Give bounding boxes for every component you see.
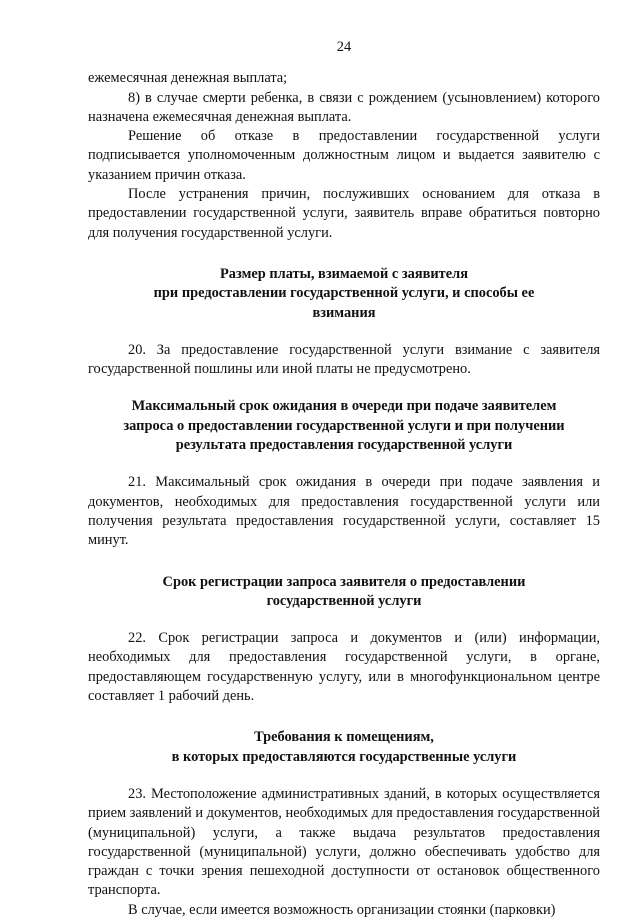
after-elimination-paragraph: После устранения причин, послуживших основанием для отказа в предоставлении государственной услуги, заявитель вправе обратиться повторно для получения государственной услуги. — [88, 186, 600, 241]
item-8: 8) в случае смерти ребенка, в связи с рождением (усыновлением) которого назначена ежемесячная денежная выплата. — [88, 89, 600, 125]
heading-registration — [88, 573, 600, 612]
paragraph-21: 21. Максимальный срок ожидания в очереди при подаче заявления и документов, необходимых для предоставления государственной услуги или получения результата предоставления государственной услуги, составляет 15 минут. — [88, 474, 600, 549]
heading-premises — [88, 728, 600, 767]
refusal-decision-paragraph: Решение об отказе в предоставлении государственной услуги подписывается уполномоченным должностным лицом и выдается заявителю с указанием причин отказа. — [88, 128, 600, 183]
heading-wait-line-3: результата предоставления государственной услуги — [175, 437, 513, 454]
heading-premises-line-2: в которых предоставляются государственные услуги — [171, 748, 517, 765]
paragraph-20: 20. За предоставление государственной услуги взимание с заявителя государственной пошлины или иной платы не предусмотрено. — [88, 341, 600, 378]
heading-fee — [88, 265, 600, 323]
heading-wait-time — [88, 397, 600, 455]
heading-fee-line-3: взимания — [312, 304, 376, 321]
paragraph-parking: В случае, если имеется возможность организации стоянки (парковки) — [128, 901, 556, 918]
heading-wait-line-2: запроса о предоставлении государственной услуги и при получении — [123, 417, 565, 434]
continued-line: ежемесячная денежная выплата; — [88, 70, 288, 87]
heading-premises-line-1: Требования к помещениям, — [254, 729, 434, 746]
heading-fee-line-1: Размер платы, взимаемой с заявителя — [220, 265, 468, 282]
heading-fee-line-2: при предоставлении государственной услуги, и способы ее — [153, 285, 535, 302]
heading-registration-line-1: Срок регистрации запроса заявителя о предоставлении — [162, 573, 526, 590]
paragraph-22: 22. Срок регистрации запроса и документов и (или) информации, необходимых для предоставления государственной услуги, в органе, предоставляющем государственную услугу, или в многофункциональном центре составляет 1 рабочий день. — [88, 630, 600, 705]
heading-registration-line-2: государственной услуги — [266, 592, 422, 609]
page-number: 24 — [336, 39, 352, 55]
paragraph-23: 23. Местоположение административных зданий, в которых осуществляется прием заявлений и документов, необходимых для предоставления государственной (муниципальной) услуги, а также выдача результатов предоставления государственной (муниципальной) услуги, должно обеспечивать удобство для граждан с точки зрения пешеходной доступности от остановок общественного транспорта. — [88, 785, 600, 899]
heading-wait-line-1: Максимальный срок ожидания в очереди при подаче заявителем — [131, 398, 557, 415]
